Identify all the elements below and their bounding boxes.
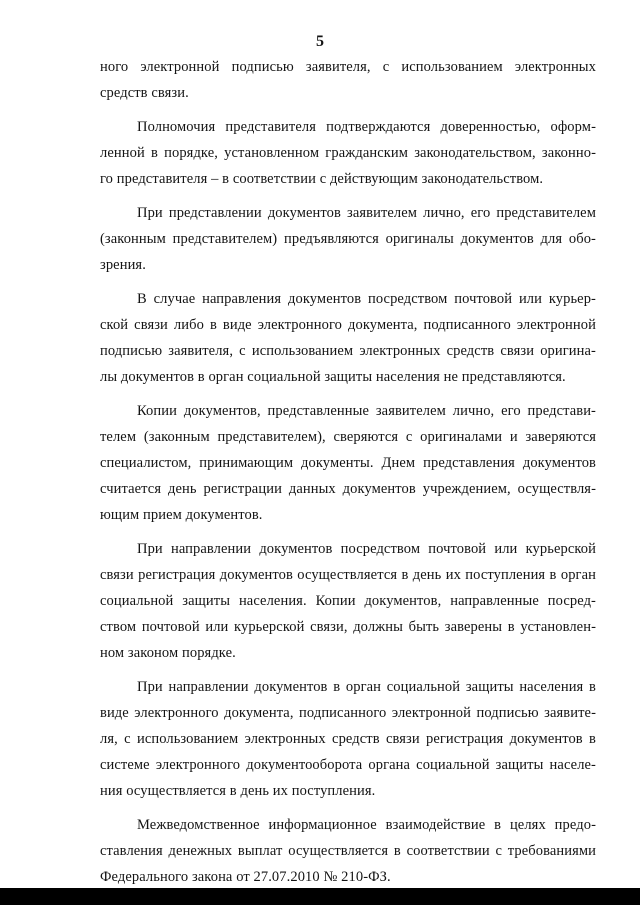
paragraph-8 xyxy=(100,812,596,890)
text-line: При направлении документов в орган социальной защиты населения в xyxy=(137,679,596,695)
text-line: социальной защиты населения. Копии документов, направленные посред- xyxy=(100,593,596,609)
text-line: При представлении документов заявителем лично, его представителем xyxy=(137,205,596,221)
paragraph-7 xyxy=(100,674,596,804)
paragraph-4 xyxy=(100,286,596,390)
text-line: системе электронного документооборота органа социальной защиты населе- xyxy=(100,757,596,773)
text-line: ставления денежных выплат осуществляется в соответствии с требованиями xyxy=(100,843,596,859)
text-line: ленной в порядке, установленном гражданским законодательством, законно- xyxy=(100,145,596,161)
text-line: При направлении документов посредством почтовой или курьерской xyxy=(137,541,596,557)
paragraph-5 xyxy=(100,398,596,528)
paragraph-2 xyxy=(100,114,596,192)
text-line: ющим прием документов. xyxy=(100,507,263,523)
text-line: Копии документов, представленные заявителем лично, его представи- xyxy=(137,403,596,419)
text-line: лы документов в орган социальной защиты населения не представляются. xyxy=(100,369,566,385)
scan-edge-bar xyxy=(0,888,640,905)
text-line: ля, с использованием электронных средств связи регистрация документов в xyxy=(100,731,596,747)
text-line: считается день регистрации данных документов учреждением, осуществля- xyxy=(100,481,596,497)
text-line: ния осуществляется в день их поступления. xyxy=(100,783,376,799)
text-line: Полномочия представителя подтверждаются доверенностью, оформ- xyxy=(137,119,596,135)
text-line: связи регистрация документов осуществляется в день их поступления в орган xyxy=(100,567,596,583)
text-line: средств связи. xyxy=(100,85,189,101)
document-body xyxy=(100,54,596,890)
text-line: Федерального закона от 27.07.2010 № 210-ФЗ. xyxy=(100,869,391,885)
text-line: го представителя – в соответствии с действующим законодательством. xyxy=(100,171,544,187)
text-line: ской связи либо в виде электронного документа, подписанного электронной xyxy=(100,317,596,333)
text-line: В случае направления документов посредством почтовой или курьер- xyxy=(137,291,596,307)
text-line: (законным представителем) предъявляются оригиналы документов для обо- xyxy=(100,231,596,247)
paragraph-1 xyxy=(100,54,596,106)
paragraph-3 xyxy=(100,200,596,278)
text-line: специалистом, принимающим документы. Днем представления документов xyxy=(100,455,596,471)
text-line: ного электронной подписью заявителя, с использованием электронных xyxy=(100,59,596,75)
text-line: ном законом порядке. xyxy=(100,645,236,661)
page-number: 5 xyxy=(316,33,324,50)
paragraph-6 xyxy=(100,536,596,666)
text-line: зрения. xyxy=(100,257,146,273)
text-line: ством почтовой или курьерской связи, должны быть заверены в установлен- xyxy=(100,619,596,635)
text-line: подписью заявителя, с использованием электронных средств связи оригина- xyxy=(100,343,596,359)
text-line: телем (законным представителем), сверяются с оригиналами и заверяются xyxy=(100,429,596,445)
text-line: Межведомственное информационное взаимодействие в целях предо- xyxy=(137,817,596,833)
text-line: виде электронного документа, подписанного электронной подписью заявите- xyxy=(100,705,596,721)
